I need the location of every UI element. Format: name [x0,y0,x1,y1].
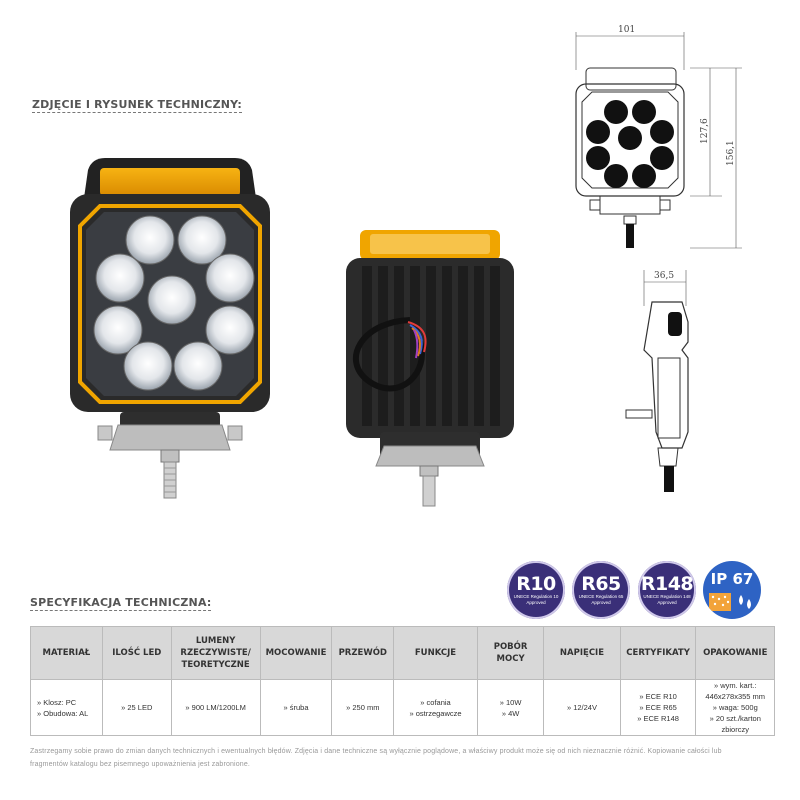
cell-material [31,680,103,736]
header-material: MATERIAŁ [31,627,103,680]
dust-water-icon [703,589,761,617]
cell-text: » wym. kart.: [713,681,757,690]
badge-ip67-code: IP 67 [710,570,754,588]
spec-section-title [30,596,211,611]
cell-text: » ECE R148 [637,714,679,723]
technical-drawing-front [560,20,760,260]
cell-power [477,680,543,736]
cell-text: » 4W [501,708,520,718]
cell-cable [332,680,394,736]
cell-text: » ostrzegawcze [409,708,462,718]
cell-packaging [696,680,775,736]
badge-ip67 [703,561,761,619]
badge-r10-text: UNECE Regulation 10 Approved [513,594,559,605]
spec-section-title-text: SPECYFIKACJA TECHNICZNA: [30,596,212,609]
cell-text: » 25 LED [121,703,153,712]
badge-r65-code: R65 [581,573,621,595]
header-lumens: LUMENY RZECZYWISTE/ TEORETYCZNE [171,627,260,680]
cell-voltage [544,680,620,736]
cell-text: » 12/24V [566,703,597,712]
spec-table [30,626,775,736]
cell-text: » ECE R65 [639,703,677,712]
cell-text: zbiorczy [721,725,749,734]
cell-text: » 10W [499,697,522,707]
badge-r65 [572,561,630,619]
cell-certificates [620,680,696,736]
cell-text: » waga: 500g [712,703,758,712]
badge-r148-text: UNECE Regulation 148 Approved [643,594,691,605]
header-voltage: NAPIĘCIE [544,627,620,680]
cell-text: » 900 LM/1200LM [185,703,246,712]
badge-r148-code: R148 [640,573,694,595]
cell-mounting [260,680,332,736]
cell-text: » 20 szt./karton [709,714,761,723]
header-power: POBÓR MOCY [477,627,543,680]
header-led-count: ILOŚĆ LED [102,627,171,680]
photo-section-title-text: ZDJĘCIE I RYSUNEK TECHNICZNY: [32,98,242,111]
header-packaging: OPAKOWANIE [696,627,775,680]
cell-text: » śruba [283,703,309,712]
dim-height-lamp: 127,6 [700,118,710,144]
cell-text: » ECE R10 [639,692,677,701]
header-functions: FUNKCJE [394,627,478,680]
cell-lumens [171,680,260,736]
header-mounting: MOCOWANIE [260,627,332,680]
cell-text: » Klosz: PC [37,697,77,707]
cell-text: » Obudowa: AL [37,708,89,718]
dim-width: 101 [618,25,636,35]
spec-table-header-row [31,627,775,680]
badge-r10 [507,561,565,619]
badge-r10-code: R10 [516,573,556,595]
cell-text: » cofania [420,697,451,707]
lamp-rear-photo [340,222,520,512]
header-certificates: CERTYFIKATY [620,627,696,680]
cell-led-count [102,680,171,736]
badge-r148 [638,561,696,619]
dim-height-total: 156,1 [726,140,736,166]
cell-functions [394,680,478,736]
header-cable: PRZEWÓD [332,627,394,680]
dim-depth: 36,5 [654,271,675,281]
cell-text: 446x278x355 mm [705,692,766,701]
spec-table-row [31,680,775,736]
technical-drawing-side [610,262,720,502]
photo-section-title [32,98,242,113]
cell-text: » 250 mm [346,703,380,712]
lamp-front-photo [60,150,280,510]
disclaimer-text: Zastrzegamy sobie prawo do zmian danych technicznych i ewentualnych błędów. Zdjęcia i dane techniczne są wyłącznie poglądowe, a właściwy produkt może się od nich nieznacznie różnić. Kopiowanie całości lub fragmentów katalogu bez pisemnego upoważnienia jest zabronione. [30,748,722,768]
badge-r65-text: UNECE Regulation 65 Approved [578,594,624,605]
